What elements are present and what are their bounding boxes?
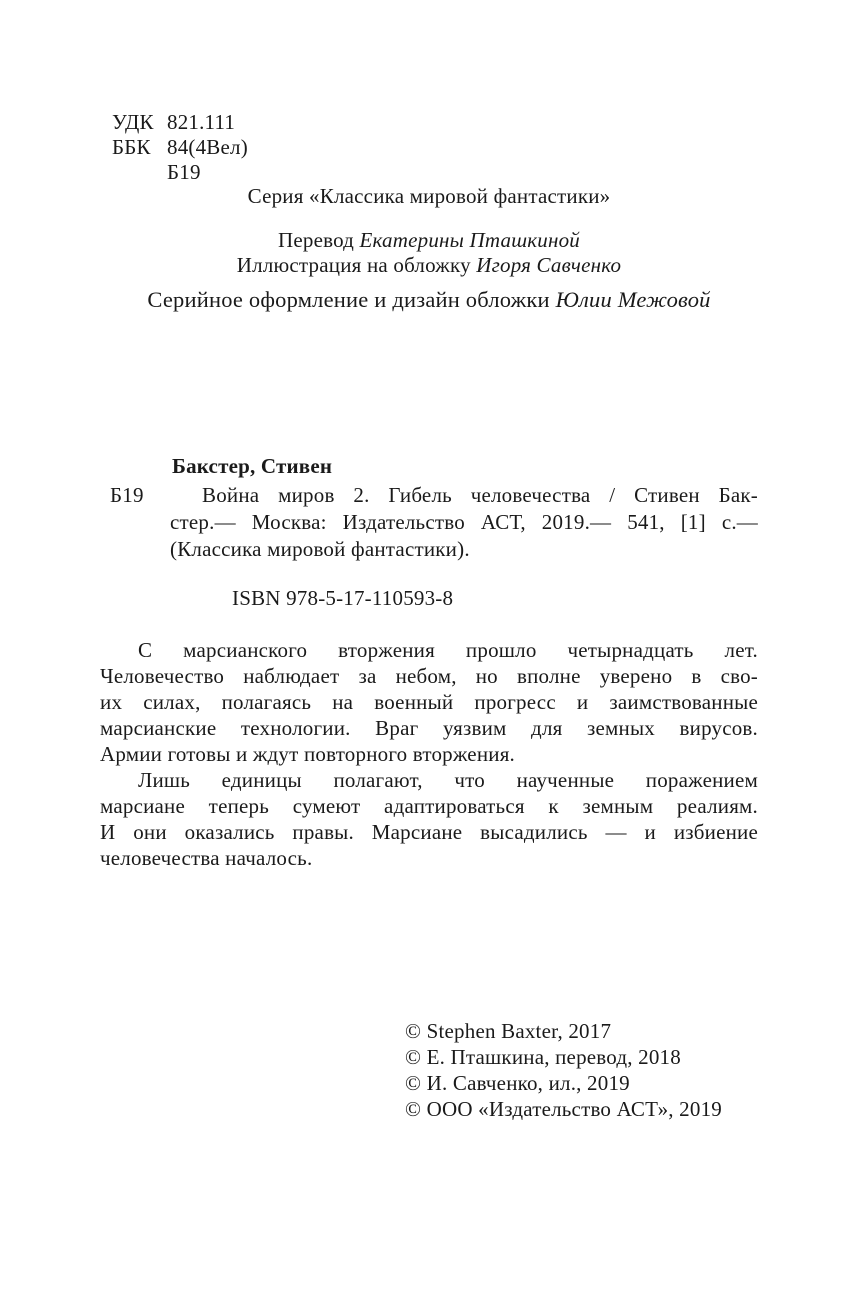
isbn: ISBN 978-5-17-110593-8: [232, 586, 454, 610]
copyright-line-translator: © Е. Пташкина, перевод, 2018: [405, 1045, 681, 1069]
catalog-entry-line: Война миров 2. Гибель человечества / Стивен Бак-: [202, 483, 758, 507]
annotation-line: Человечество наблюдает за небом, но вполне уверено в сво-: [100, 664, 758, 688]
annotation-line: их силах, полагаясь на военный прогресс и заимствованные: [100, 690, 758, 714]
annotation-line: человечества началось.: [100, 846, 313, 870]
copyright-block: [405, 1018, 722, 1122]
translation-label: Перевод: [277, 228, 360, 252]
bbk-row: [112, 135, 248, 160]
udk-value: 821.111: [167, 110, 236, 134]
annotation-line: И они оказались правы. Марсиане высадились — и избиение: [100, 820, 758, 844]
series-line: Серия «Классика мировой фантастики»: [247, 184, 611, 208]
design-label: Серийное оформление и дизайн обложки: [147, 287, 556, 312]
illustration-label: Иллюстрация на обложку: [236, 253, 477, 277]
annotation-line: С марсианского вторжения прошло четырнадцать лет.: [138, 638, 758, 662]
copyright-line-author: © Stephen Baxter, 2017: [405, 1019, 612, 1043]
annotation-block: [100, 637, 758, 871]
author-heading: Бакстер, Стивен: [172, 454, 333, 478]
author-sign: Б19: [167, 160, 201, 184]
translation-credit: [100, 228, 758, 253]
udk-label: УДК: [112, 110, 154, 134]
designer-name: Юлии Межовой: [555, 287, 711, 312]
classification-block: [112, 110, 248, 185]
copyright-line-illustrator: © И. Савченко, ил., 2019: [405, 1071, 630, 1095]
catalog-entry: [110, 482, 758, 563]
catalog-entry-line: (Классика мировой фантастики).: [170, 537, 470, 561]
catalog-author-sign: Б19: [110, 483, 144, 507]
udk-row: [112, 110, 248, 135]
design-credit: [100, 287, 758, 313]
catalog-entry-line: стер.— Москва: Издательство АСТ, 2019.— 541, [1] с.—: [170, 510, 758, 534]
translator-name: Екатерины Пташкиной: [359, 228, 580, 252]
credits-block: [100, 228, 758, 278]
author-sign-row: [112, 160, 248, 185]
illustrator-name: Игоря Савченко: [476, 253, 622, 277]
annotation-line: Армии готовы и ждут повторного вторжения.: [100, 742, 516, 766]
annotation-paragraph-2: [100, 767, 758, 871]
bbk-label: ББК: [112, 135, 151, 159]
annotation-line: Лишь единицы полагают, что наученные поражением: [138, 768, 758, 792]
author-sign-spacer: [112, 160, 167, 185]
bbk-value: 84(4Вел): [167, 135, 248, 159]
illustration-credit: [100, 253, 758, 278]
annotation-line: марсианские технологии. Враг уязвим для земных вирусов.: [100, 716, 758, 740]
annotation-paragraph-1: [100, 637, 758, 767]
copyright-line-publisher: © ООО «Издательство АСТ», 2019: [405, 1097, 722, 1121]
annotation-line: марсиане теперь сумеют адаптироваться к земным реалиям.: [100, 794, 758, 818]
